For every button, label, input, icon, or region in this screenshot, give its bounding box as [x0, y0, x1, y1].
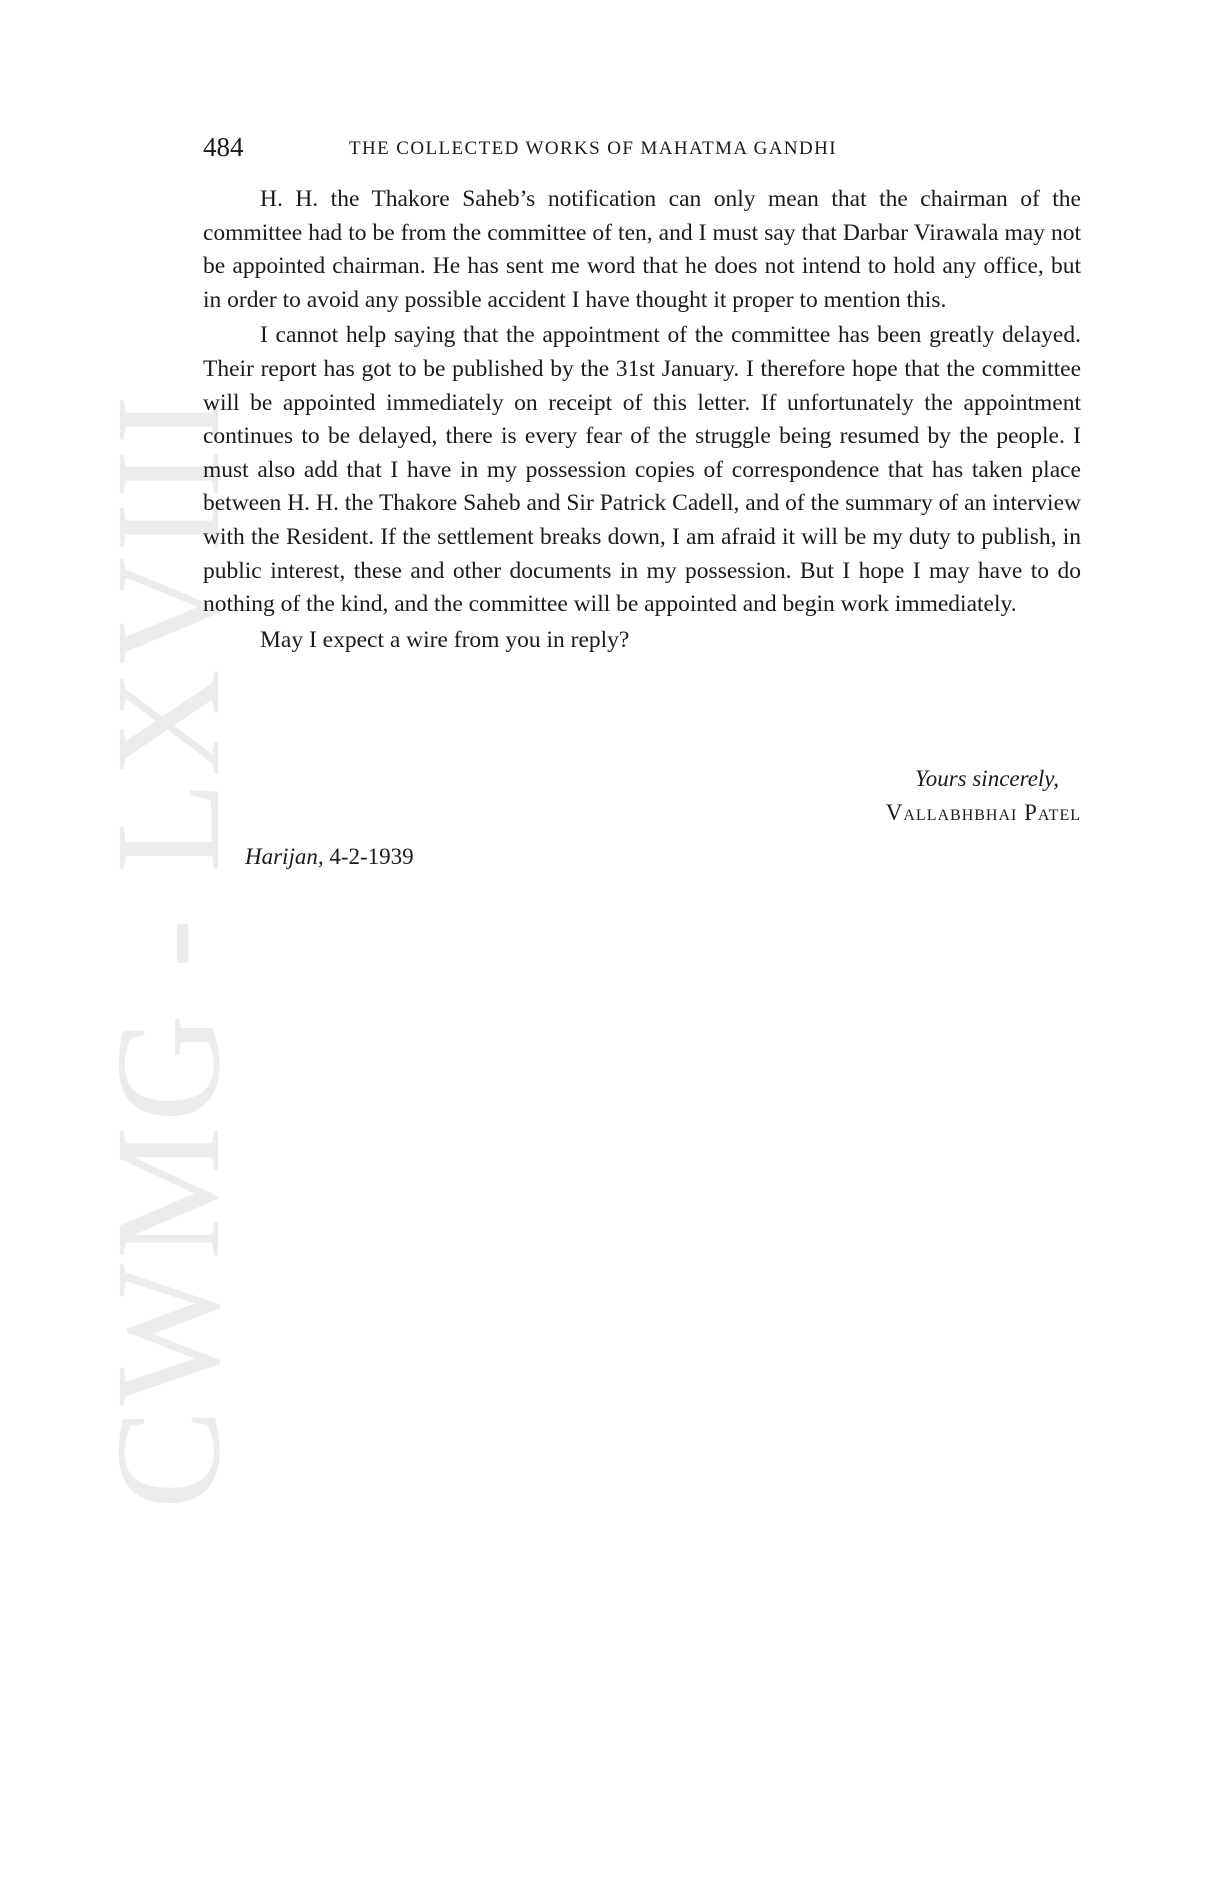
- signature: Vallabhbhai Patel: [885, 800, 1081, 825]
- watermark-text: CWMG - LXVIII: [85, 390, 251, 1510]
- source-name: Harijan,: [245, 844, 324, 869]
- letter-closing: [886, 762, 1081, 830]
- page-number: 484: [203, 132, 244, 162]
- paragraph-3: May I expect a wire from you in reply?: [260, 626, 630, 653]
- closing-salutation: Yours sincerely,: [915, 766, 1059, 791]
- paragraph-1: H. H. the Thakore Saheb’s notification can only mean that the chairman of the committee had to be from the committee of ten, and I must say that Darbar Virawala may not be appointed chairman. He has sent me word that he does not intend to hold any office, but in order to avoid any possible accident I have thought it proper to mention this.: [203, 186, 1081, 313]
- running-head: THE COLLECTED WORKS OF MAHATMA GANDHI: [349, 138, 837, 159]
- letter-body: [203, 183, 1081, 659]
- paragraph-2: I cannot help saying that the appointment of the committee has been greatly delayed. Their report has got to be published by the 31st January. I therefore hope that the committee will be appointed immediately on receipt of this letter. If unfortunately the appointment continues to be delayed, there is every fear of the struggle being resumed by the people. I must also add that I have in my possession copies of correspondence that has taken place between H. H. the Thakore Saheb and Sir Patrick Cadell, and of the summary of an interview with the Resident. If the settlement breaks down, I am afraid it will be my duty to publish, in public interest, these and other documents in my possession. But I hope I may have to do nothing of the kind, and the committee will be appointed and begin work immediately.: [203, 322, 1081, 618]
- source-date: 4-2-1939: [329, 844, 414, 869]
- page-header: [203, 132, 1081, 164]
- source-citation: [245, 840, 414, 874]
